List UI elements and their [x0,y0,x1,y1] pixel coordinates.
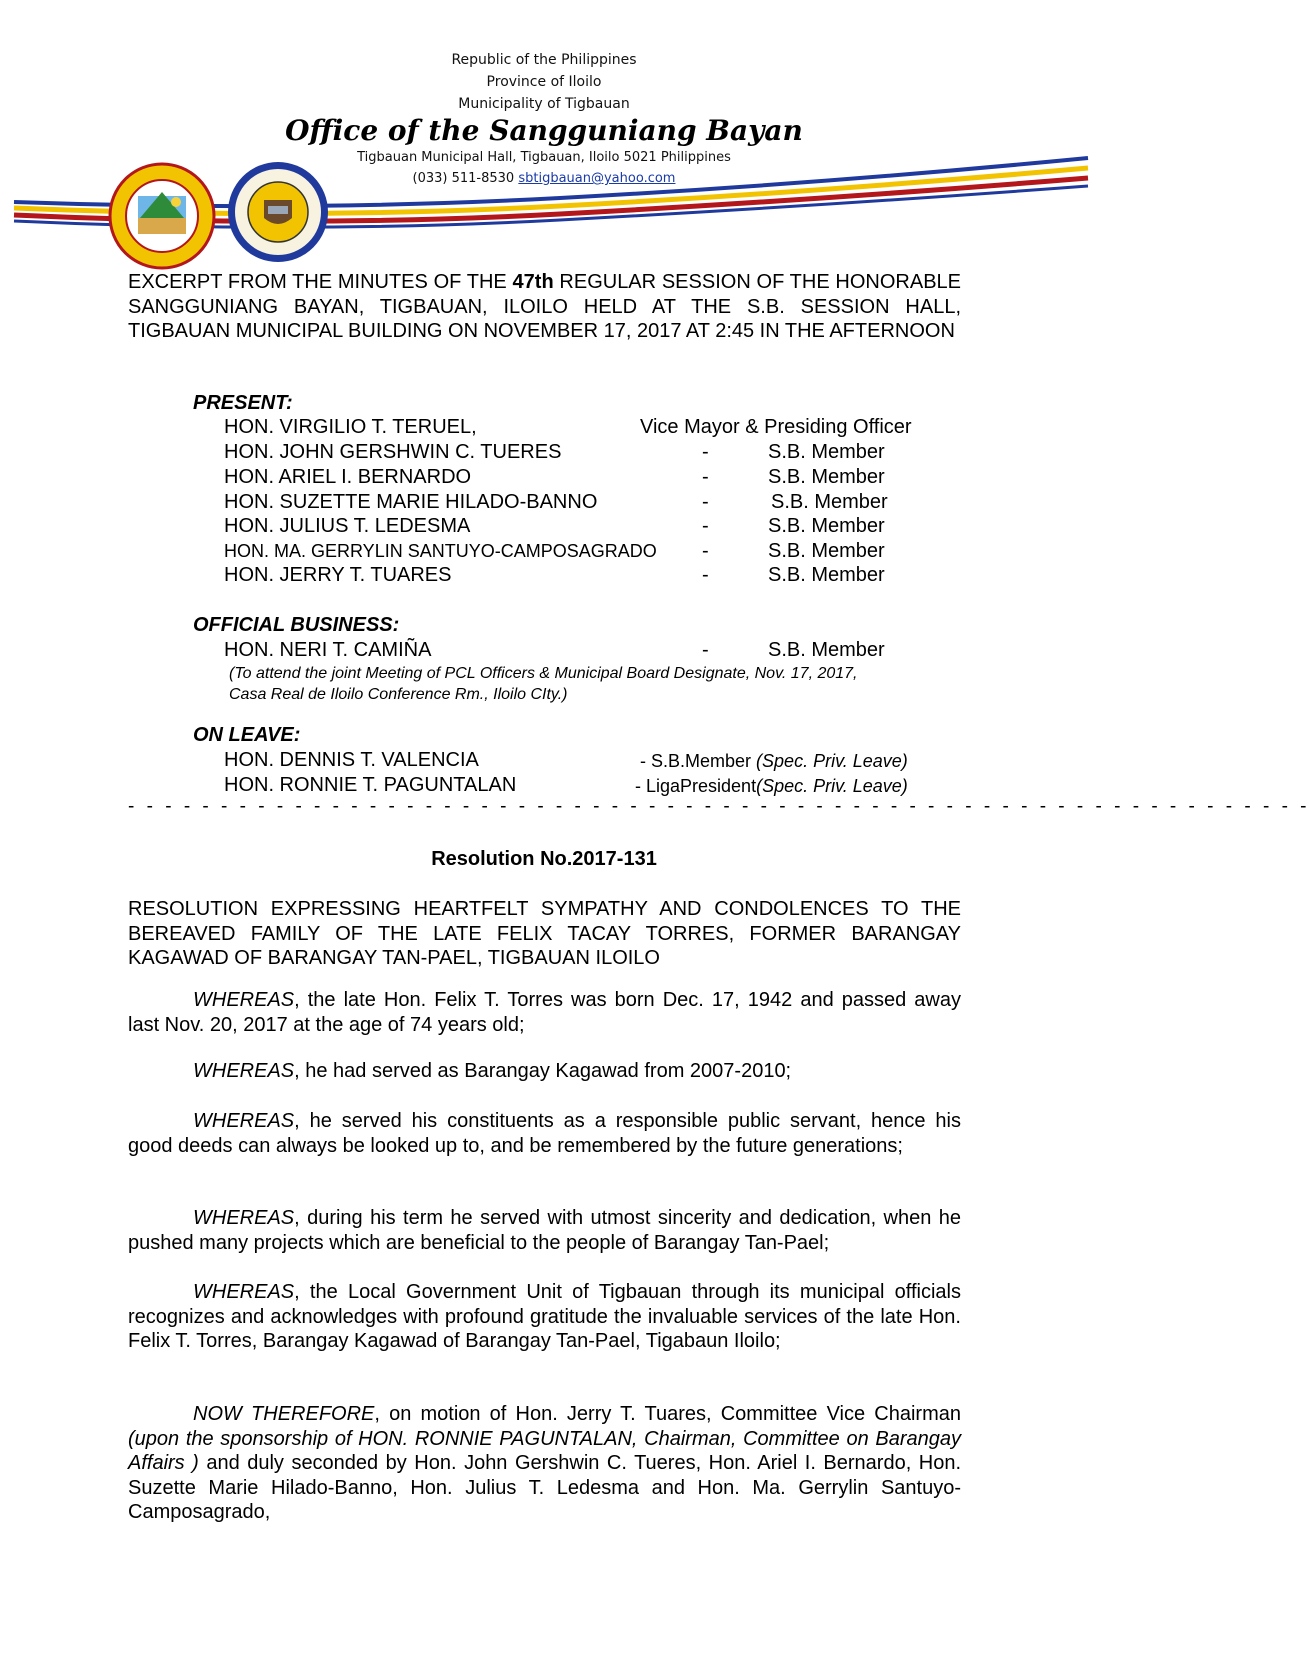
member-name: HON. JOHN GERSHWIN C. TUERES [224,441,562,463]
member-name: HON. JERRY T. TUARES [224,564,452,586]
presiding-officer-name: HON. VIRGILIO T. TERUEL, [224,416,477,438]
member-name: HON. MA. GERRYLIN SANTUYO-CAMPOSAGRADO [224,541,657,561]
member-dash: - [702,441,709,463]
resolution-title: RESOLUTION EXPRESSING HEARTFELT SYMPATHY AND CONDOLENCES TO THE BEREAVED FAMILY OF THE LATE FELIX TACAY TORRES, FORMER BARANGAY KAGAWAD OF BARANGAY TAN-PAEL, TIGBAUAN ILOILO [128,898,961,969]
on-leave-note: (Spec. Priv. Leave) [756,751,908,771]
official-business-heading: OFFICIAL BUSINESS: [193,614,400,636]
member-name: HON. SUZETTE MARIE HILADO-BANNO [224,491,598,513]
member-dash: - [702,564,709,586]
official-business-note-line1: (To attend the joint Meeting of PCL Officers & Municipal Board Designate, Nov. 17, 2017, [229,665,858,682]
now-therefore-text1: , on motion of Hon. Jerry T. Tuares, Committee Vice Chairman [374,1403,961,1425]
header-phone: (033) 511-8530 [412,171,515,186]
header-email-link[interactable]: sbtigbauan@yahoo.com [518,171,676,186]
header-address: Tigbauan Municipal Hall, Tigbauan, Iloilo 5021 Philippines [357,150,731,165]
present-heading: PRESENT: [193,392,293,414]
on-leave-role-text: - S.B.Member [640,751,752,771]
on-leave-heading: ON LEAVE: [193,724,301,746]
official-business-note-line2: Casa Real de Iloilo Conference Rm., Iloilo CIty.) [229,686,568,703]
official-business-role: S.B. Member [768,639,885,661]
whereas-paragraph [128,1206,961,1255]
member-name: HON. ARIEL I. BERNARDO [224,466,472,488]
whereas-text: , during his term he served with utmost sincerity and dedication, when he pushed many projects which are beneficial to the people of Barangay Tan-Pael; [128,1207,961,1254]
on-leave-role [635,776,908,797]
member-role: S.B. Member [768,540,885,562]
whereas-word: WHEREAS [193,1207,295,1229]
presiding-officer-role: Vice Mayor & Presiding Officer [640,416,912,438]
now-therefore-paragraph [128,1402,961,1525]
header-republic: Republic of the Philippines [451,52,637,68]
office-title: Office of the Sangguniang Bayan [285,114,803,147]
member-role: S.B. Member [768,564,885,586]
member-role: S.B. Member [768,515,885,537]
now-therefore-word: NOW THEREFORE [193,1403,375,1425]
official-business-name: HON. NERI T. CAMIÑA [224,639,432,661]
whereas-word: WHEREAS [193,989,295,1011]
on-leave-role-text: - LigaPresident [635,776,757,796]
member-dash: - [702,466,709,488]
member-role: S.B. Member [768,441,885,463]
member-role: S.B. Member [771,491,888,513]
whereas-text: , he served his constituents as a responsible public servant, hence his good deeds can always be looked up to, and be remembered by the future generations; [128,1110,961,1157]
member-dash: - [702,515,709,537]
whereas-text: , the late Hon. Felix T. Torres was born Dec. 17, 1942 and passed away last Nov. 20, 2017 at the age of 74 years old; [128,989,961,1036]
excerpt-post: REGULAR SESSION OF THE HONORABLE SANGGUNIANG BAYAN, TIGBAUAN, ILOILO HELD AT THE S.B. SESSION HALL, TIGBAUAN MUNICIPAL BUILDING ON NOVEMBER 17, 2017 AT 2:45 IN THE AFTERNOON [128,271,962,342]
whereas-paragraph [128,1059,961,1084]
resolution-number: Resolution No.2017-131 [431,848,657,870]
separator-dashed-line: - - - - - - - - - - - - - - - - - - - - - - - - - - - - - - - - - - - - - - - - - - - - - - - - - - - - - - - - - - - - - - - - [128,796,1310,817]
header-province: Province of Iloilo [486,74,602,90]
header-contact [0,171,1088,186]
official-business-dash: - [702,639,709,661]
member-role: S.B. Member [768,466,885,488]
header-municipality: Municipality of Tigbauan [458,96,630,112]
on-leave-name: HON. DENNIS T. VALENCIA [224,749,479,771]
member-dash: - [702,491,709,513]
whereas-word: WHEREAS [193,1060,295,1082]
whereas-text: , the Local Government Unit of Tigbauan through its municipal officials recognizes and acknowledges with profound gratitude the invaluable services of the late Hon. Felix T. Torres, Barangay Kagawad of Barangay Tan-Pael, Tigabaun Iloilo; [128,1281,961,1352]
now-therefore-sponsorship: (upon the sponsorship of HON. RONNIE PAGUNTALAN, Chairman, Committee on Barangay Affairs ) [128,1427,961,1474]
on-leave-name: HON. RONNIE T. PAGUNTALAN [224,774,517,796]
excerpt-pre: EXCERPT FROM THE MINUTES OF THE [128,271,513,293]
on-leave-note: (Spec. Priv. Leave) [756,776,908,796]
member-dash: - [702,540,709,562]
whereas-word: WHEREAS [193,1110,295,1132]
now-therefore-text2: and duly seconded by Hon. John Gershwin C. Tueres, Hon. Ariel I. Bernardo, Hon. Suzette Marie Hilado-Banno, Hon. Julius T. Ledesma and Hon. Ma. Gerrylin Santuyo-Camposagrado, [128,1452,962,1523]
whereas-text: , he had served as Barangay Kagawad from 2007-2010; [294,1060,792,1082]
excerpt-paragraph [128,270,961,344]
whereas-paragraph [128,1109,961,1158]
whereas-paragraph [128,988,961,1037]
on-leave-role [640,751,908,772]
whereas-word: WHEREAS [193,1281,295,1303]
member-name: HON. JULIUS T. LEDESMA [224,515,471,537]
excerpt-session-number: 47th [512,271,554,293]
whereas-paragraph [128,1280,961,1354]
